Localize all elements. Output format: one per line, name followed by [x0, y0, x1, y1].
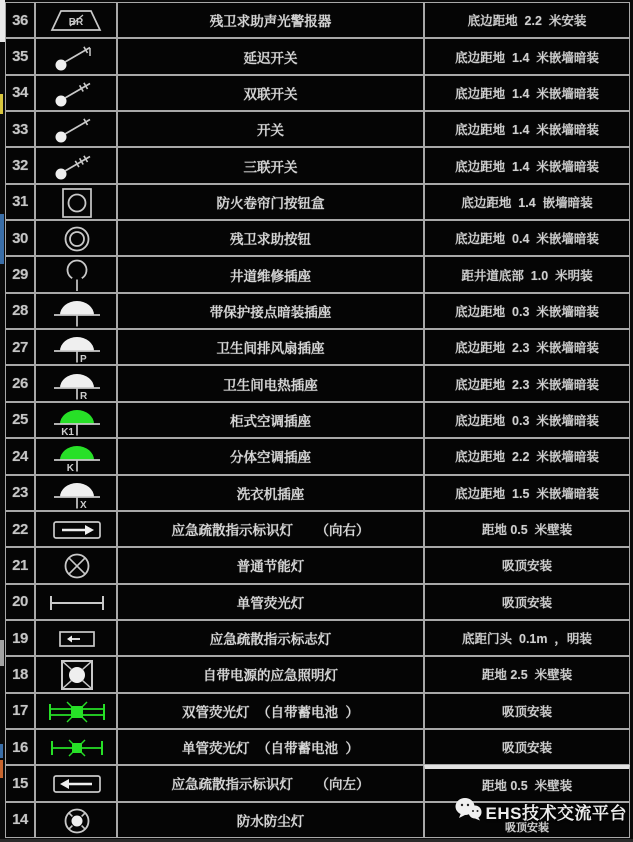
edge-artifact — [0, 640, 4, 666]
row-number: 27 — [5, 329, 35, 365]
installation-note: 底边距地 1.5 米嵌墙暗装 — [424, 475, 630, 511]
delay-switch-icon — [35, 38, 117, 74]
row-number: 31 — [5, 184, 35, 220]
installation-note: 底边距地 1.4 米嵌墙暗装 — [424, 75, 630, 111]
installation-note: 底边距地 0.4 米嵌墙暗装 — [424, 220, 630, 256]
installation-note: 底边距地 1.4 嵌墙暗装 — [424, 184, 630, 220]
single-switch-icon — [35, 111, 117, 147]
row-number: 32 — [5, 147, 35, 183]
double-fluorescent-battery-icon — [35, 693, 117, 729]
symbol-description: 带保护接点暗装插座 — [117, 293, 424, 329]
symbol-description: 防水防尘灯 — [117, 802, 424, 838]
triple-switch-icon — [35, 147, 117, 183]
edge-artifact — [0, 744, 3, 758]
symbol-description: 自带电源的应急照明灯 — [117, 656, 424, 692]
shaft-service-socket-icon — [35, 256, 117, 292]
installation-note: 距井道底部 1.0 米明装 — [424, 256, 630, 292]
edge-artifact — [0, 94, 3, 114]
installation-note: 底边距地 2.3 米嵌墙暗装 — [424, 329, 630, 365]
edge-artifact — [0, 760, 3, 778]
symbol-description: 卫生间排风扇插座 — [117, 329, 424, 365]
exhaust-fan-socket-icon — [35, 329, 117, 365]
exit-indicator-lamp-icon — [35, 620, 117, 656]
bathroom-heater-socket-icon — [35, 365, 117, 401]
row-number: 22 — [5, 511, 35, 547]
svg-text:K: K — [66, 463, 74, 474]
sound-light-alarm-icon — [35, 2, 117, 38]
svg-text:K1: K1 — [61, 426, 74, 437]
symbol-description: 分体空调插座 — [117, 438, 424, 474]
wechat-icon — [455, 797, 482, 826]
row-number: 17 — [5, 693, 35, 729]
row-number: 25 — [5, 402, 35, 438]
row-number: 23 — [5, 475, 35, 511]
svg-text:X: X — [80, 499, 87, 510]
row-number: 28 — [5, 293, 35, 329]
installation-note: 距地 0.5 米壁装 — [424, 511, 630, 547]
symbol-description: 卫生间电热插座 — [117, 365, 424, 401]
disabled-call-button-icon — [35, 220, 117, 256]
symbol-description: 洗衣机插座 — [117, 475, 424, 511]
self-powered-emergency-lamp-icon — [35, 656, 117, 692]
symbol-description: 开关 — [117, 111, 424, 147]
installation-note: 距地 0.5 米壁装 — [424, 765, 630, 801]
row-number: 18 — [5, 656, 35, 692]
symbol-description: 双管荧光灯 （自带蓄电池 ） — [117, 693, 424, 729]
symbol-description: 单管荧光灯 （自带蓄电池 ） — [117, 729, 424, 765]
watermark — [455, 797, 627, 826]
row-number: 35 — [5, 38, 35, 74]
exit-sign-right-icon — [35, 511, 117, 547]
symbol-description: 残卫求助按钮 — [117, 220, 424, 256]
installation-note: 底边距地 1.4 米嵌墙暗装 — [424, 147, 630, 183]
exit-sign-left-icon — [35, 765, 117, 801]
installation-note: 底边距地 1.4 米嵌墙暗装 — [424, 38, 630, 74]
row-number: 29 — [5, 256, 35, 292]
symbol-description: 应急疏散指示标志灯 — [117, 620, 424, 656]
svg-text:R: R — [80, 390, 88, 401]
symbol-description: 井道维修插座 — [117, 256, 424, 292]
row-number: 26 — [5, 365, 35, 401]
protected-concealed-socket-icon — [35, 293, 117, 329]
row-number: 34 — [5, 75, 35, 111]
row-number: 30 — [5, 220, 35, 256]
installation-note: 吸顶安装 — [424, 693, 630, 729]
installation-note: 底边距地 0.3 米嵌墙暗装 — [424, 402, 630, 438]
symbol-description: 防火卷帘门按钮盒 — [117, 184, 424, 220]
row-number: 33 — [5, 111, 35, 147]
fire-shutter-button-box-icon — [35, 184, 117, 220]
installation-note: 距地 2.5 米壁装 — [424, 656, 630, 692]
row-number: 36 — [5, 2, 35, 38]
symbol-description: 三联开关 — [117, 147, 424, 183]
symbol-description: 应急疏散指示标识灯 （向右） — [117, 511, 424, 547]
cabinet-ac-socket-icon — [35, 402, 117, 438]
row-number: 20 — [5, 584, 35, 620]
row-number: 21 — [5, 547, 35, 583]
installation-note: 底边距地 2.2 米嵌墙暗装 — [424, 438, 630, 474]
energy-saving-lamp-icon — [35, 547, 117, 583]
symbol-description: 普通节能灯 — [117, 547, 424, 583]
single-tube-fluorescent-icon — [35, 584, 117, 620]
installation-note: 底边距地 0.3 米嵌墙暗装 — [424, 293, 630, 329]
installation-note: 底边距地 2.3 米嵌墙暗装 — [424, 365, 630, 401]
row-number: 19 — [5, 620, 35, 656]
installation-note: 底距门头 0.1m ，明装 — [424, 620, 630, 656]
double-switch-icon — [35, 75, 117, 111]
row-number: 14 — [5, 802, 35, 838]
installation-note: 吸顶安装 — [424, 802, 630, 838]
symbol-description: 残卫求助声光警报器 — [117, 2, 424, 38]
row-number: 16 — [5, 729, 35, 765]
installation-note: 吸顶安装 — [424, 729, 630, 765]
installation-note: 吸顶安装 — [424, 584, 630, 620]
symbol-description: 延迟开关 — [117, 38, 424, 74]
installation-note: 底边距地 1.4 米嵌墙暗装 — [424, 111, 630, 147]
symbol-description: 应急疏散指示标识灯 （向左） — [117, 765, 424, 801]
installation-note: 底边距地 2.2 米安装 — [424, 2, 630, 38]
installation-note: 吸顶安装 — [424, 547, 630, 583]
svg-text:P: P — [80, 354, 87, 365]
symbol-description: 柜式空调插座 — [117, 402, 424, 438]
washing-machine-socket-icon — [35, 475, 117, 511]
row-number: 24 — [5, 438, 35, 474]
svg-text:BR: BR — [68, 17, 84, 29]
row-number: 15 — [5, 765, 35, 801]
legend-table — [5, 2, 630, 838]
edge-artifact — [0, 214, 4, 264]
watermark-label: EHS技术交流平台 — [485, 804, 627, 823]
split-ac-socket-icon — [35, 438, 117, 474]
single-fluorescent-battery-icon — [35, 729, 117, 765]
waterproof-dustproof-lamp-icon — [35, 802, 117, 838]
symbol-description: 单管荧光灯 — [117, 584, 424, 620]
symbol-description: 双联开关 — [117, 75, 424, 111]
